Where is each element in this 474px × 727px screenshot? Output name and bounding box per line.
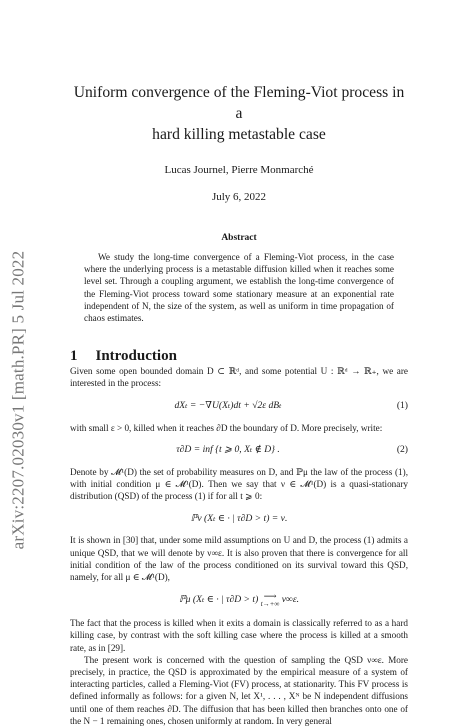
arxiv-sidebar — [4, 195, 32, 605]
title-line-2: hard killing metastable case — [152, 126, 326, 143]
equation-1-number: (1) — [396, 400, 408, 412]
equation-1 — [70, 399, 408, 413]
equation-4-right: ν∞ε. — [281, 594, 300, 606]
limit-arrow-symbol: ⟶ — [263, 591, 277, 602]
limit-arrow-subscript: t→+∞ — [260, 600, 280, 609]
authors: Lucas Journel, Pierre Monmarché — [164, 164, 314, 176]
paragraph-3: Denote by 𝓜¹(D) the set of probability measures on D, and ℙμ the law of the process (1), with initial condition μ ∈ 𝓜¹(D). Then we say that ν ∈ 𝓜¹(D) is a quasi-stationary distribution (QSD) of the process (1) if for all t ⩾ 0: — [70, 466, 408, 502]
title-line-1: Uniform convergence of the Fleming-Viot process in a — [73, 84, 405, 122]
section-number: 1 — [70, 348, 78, 365]
equation-3-body: ℙν (Xₜ ∈ · | τ∂D > t) = ν. — [190, 512, 288, 524]
paragraph-4: It is shown in [30] that, under some mild assumptions on U and D, the process (1) admits a unique QSD, that we will denote by ν∞ε. It is also proven that there is convergence for all initial condition of the law of the process conditioned on its survival toward this QSD, namely, for all μ ∈ 𝓜¹(D), — [70, 535, 408, 583]
paragraph-6: The present work is concerned with the question of sampling the QSD ν∞ε. More precisely, in practice, the QSD is approximated by the empirical measure of a system of interacting particles, called a Fleming-Viot (FV) process, at stationarity. This FV process is defined informally as follows: for a given N, let X¹, . . . , Xᴺ be N independent diffusions until one of them reaches ∂D. The diffusion that has been killed then branches onto one of the N − 1 remaining ones, chosen uniformly at random. In very general — [70, 654, 408, 726]
paragraph-5: The fact that the process is killed when it exits a domain is classically referred to as a hard killing case, by contrast with the soft killing case where the process is killed at a smooth rate, as in [29]. — [70, 618, 408, 653]
section-heading — [70, 348, 408, 365]
equation-4-body — [70, 592, 408, 608]
equation-4-left: ℙμ (Xₜ ∈ · | τ∂D > t) — [178, 594, 259, 606]
section-title: Introduction — [95, 348, 177, 365]
paper-page — [70, 0, 408, 727]
limit-arrow — [261, 592, 280, 608]
abstract-heading: Abstract — [221, 233, 257, 243]
equation-1-body: dXₜ = −∇U(Xₜ)dt + √2ε dBₜ — [174, 400, 282, 412]
equation-3 — [70, 511, 408, 525]
paper-title — [70, 82, 408, 145]
equation-2 — [70, 443, 408, 457]
date: July 6, 2022 — [211, 191, 267, 203]
equation-2-number: (2) — [396, 444, 408, 456]
equation-2-body: τ∂D = inf {t ⩾ 0, Xₜ ∉ D} . — [176, 444, 280, 456]
equation-4 — [70, 592, 408, 608]
paragraph-2: with small ε > 0, killed when it reaches ∂D the boundary of D. More precisely, write: — [70, 422, 383, 433]
arxiv-identifier: arXiv:2207.02030v1 [math.PR] 5 Jul 2022 — [8, 250, 27, 550]
abstract-text: We study the long-time convergence of a Fleming-Viot process, in the case where the underlying process is a metastable diffusion killed when it reaches some level set. Through a coupling argument, we establish the long-time convergence of the Fleming-Viot process toward some stationary measure at an exponential rate independent of N, the size of the system, as well as uniform in time propagation of chaos estimates. — [84, 252, 394, 324]
paragraph-1: Given some open bounded domain D ⊂ ℝᵈ, and some potential U : ℝᵈ → ℝ₊, we are interested in the process: — [70, 366, 408, 389]
